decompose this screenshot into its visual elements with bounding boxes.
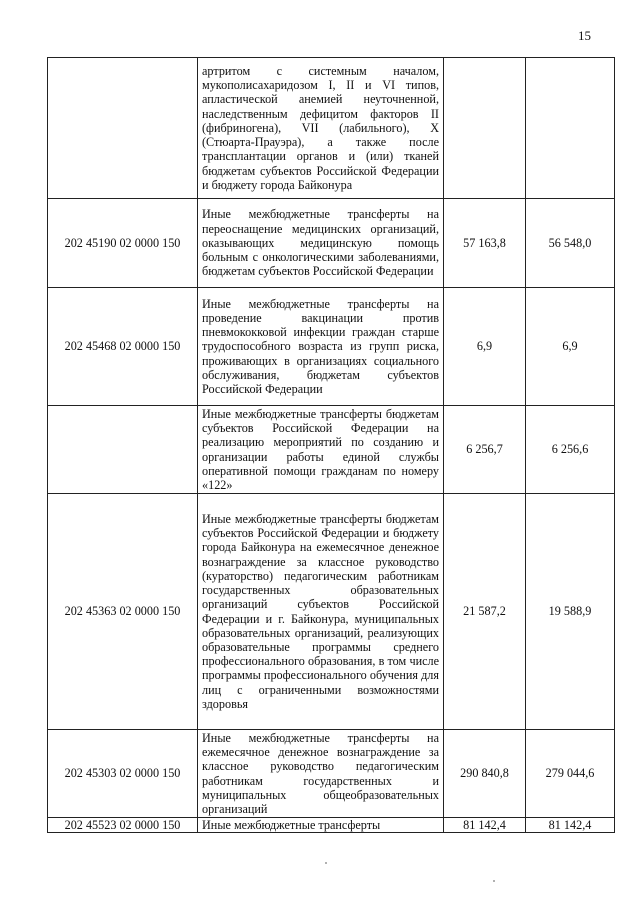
description-cell [198, 199, 444, 288]
description-text: Иные межбюджетные трансферты на переоснащение медицинских организаций, оказывающих медицинскую помощь больным с онкологическими заболеваниями, бюджетам субъектов Российской Федерации [202, 207, 439, 279]
value-year1-cell: 57 163,8 [444, 199, 526, 288]
description-cell [198, 730, 444, 818]
value-year1-cell: 81 142,4 [444, 818, 526, 833]
value-year1-cell: 290 840,8 [444, 730, 526, 818]
value-year1-cell: 6 256,7 [444, 406, 526, 494]
scan-speck [325, 862, 327, 864]
budget-code-cell: 202 45523 02 0000 150 [48, 818, 198, 833]
value-year2-cell: 19 588,9 [526, 494, 615, 730]
description-cell [198, 406, 444, 494]
value-year2-cell: 279 044,6 [526, 730, 615, 818]
table-row [48, 730, 615, 818]
table-row [48, 494, 615, 730]
table-row [48, 818, 615, 833]
description-text: Иные межбюджетные трансферты на проведение вакцинации против пневмококковой инфекции граждан старше трудоспособного возраста из групп риска, проживающих в организациях социального обслуживания, бюджетам субъектов Российской Федерации [202, 296, 439, 396]
description-text: Иные межбюджетные трансферты бюджетам субъектов Российской Федерации на реализацию мероприятий по созданию и организации работы единой службы оперативной помощи гражданам по номеру «122» [202, 406, 439, 492]
table-row [48, 406, 615, 494]
value-year2-cell: 56 548,0 [526, 199, 615, 288]
value-year1-cell: 6,9 [444, 288, 526, 406]
description-cell [198, 494, 444, 730]
value-year2-cell: 81 142,4 [526, 818, 615, 833]
table-row [48, 199, 615, 288]
page-number: 15 [578, 28, 591, 43]
value-year2-cell: 6,9 [526, 288, 615, 406]
description-cell [198, 288, 444, 406]
budget-code-cell [48, 58, 198, 199]
value-year2-cell [526, 58, 615, 199]
description-text: Иные межбюджетные трансферты [202, 818, 381, 832]
description-text: артритом с системным началом, мукополисахаридозом I, II и VI типов, апластической анемией неуточненной, наследственным дефицитом факторов II (фибриногена), VII (лабильного), X (Стюарта-Прауэра), а также после трансплантации органов и (или) тканей бюджетам субъектов Российской Федерации и бюджету города Байконура [202, 64, 439, 192]
value-year1-cell [444, 58, 526, 199]
table-row [48, 288, 615, 406]
budget-code-cell: 202 45190 02 0000 150 [48, 199, 198, 288]
description-text: Иные межбюджетные трансферты бюджетам субъектов Российской Федерации и бюджету города Байконура на ежемесячное денежное вознаграждение за классное руководство (кураторство) педагогическим работникам государственных образовательных организаций субъектов Российской Федерации и г. Байконура, муниципальных образовательных организаций, реализующих образовательные программы среднего профессионального образования, в том числе программы профессионального обучения для лиц с ограниченными возможностями здоровья [202, 512, 439, 711]
budget-code-cell: 202 45468 02 0000 150 [48, 288, 198, 406]
scan-speck [493, 880, 495, 882]
value-year1-cell: 21 587,2 [444, 494, 526, 730]
value-year2-cell: 6 256,6 [526, 406, 615, 494]
description-text: Иные межбюджетные трансферты на ежемесячное денежное вознаграждение за классное руководство педагогическим работникам государственных и муниципальных общеобразовательных организаций [202, 730, 439, 816]
budget-code-cell: 202 45363 02 0000 150 [48, 494, 198, 730]
description-cell [198, 818, 444, 833]
description-cell [198, 58, 444, 199]
table-row [48, 58, 615, 199]
budget-code-cell: 202 45303 02 0000 150 [48, 730, 198, 818]
budget-table [47, 57, 615, 833]
budget-code-cell [48, 406, 198, 494]
